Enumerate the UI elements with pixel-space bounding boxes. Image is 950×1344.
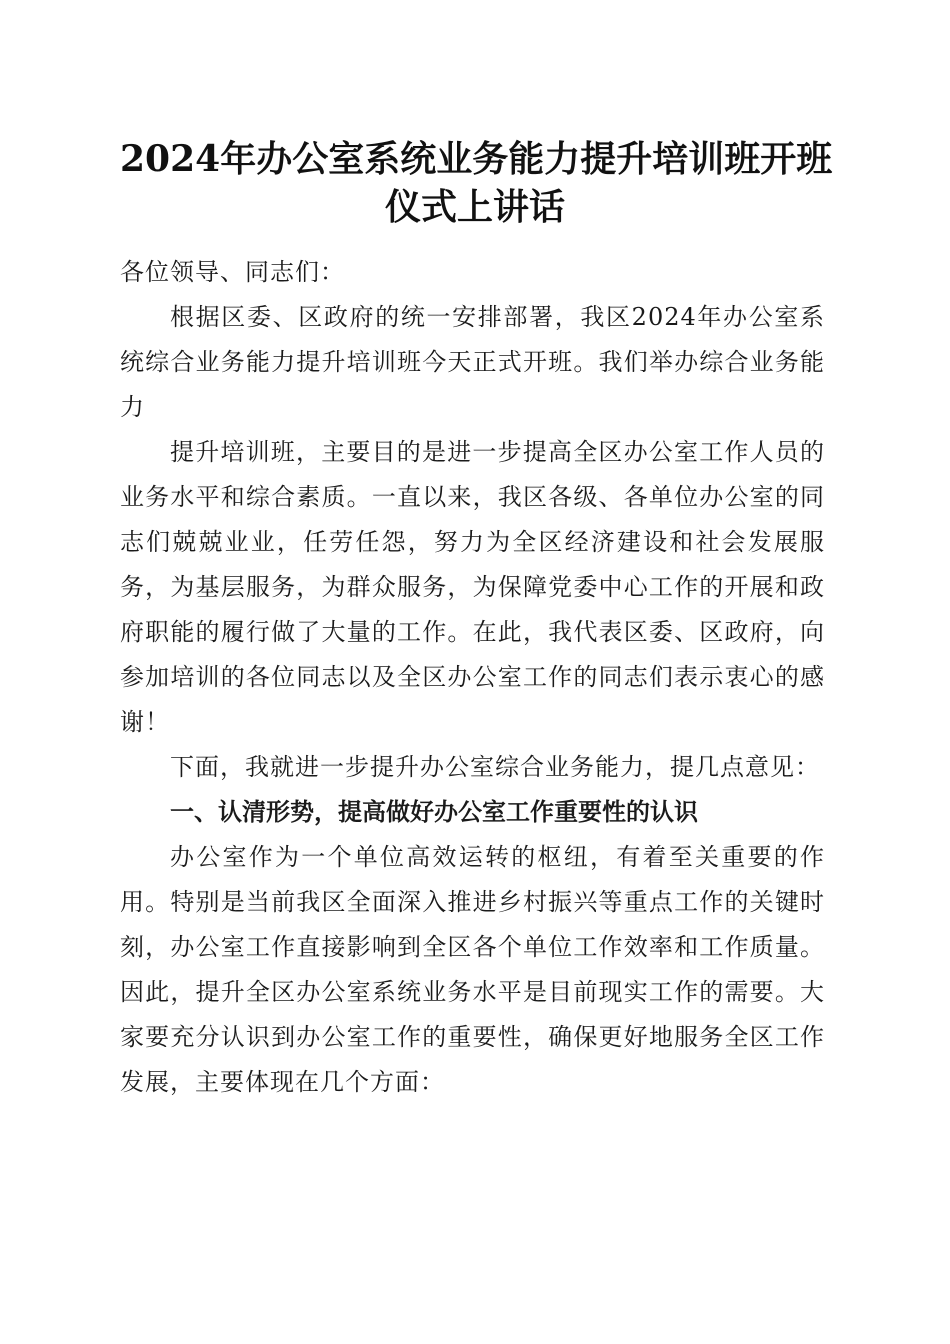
section-paragraph: 办公室作为一个单位高效运转的枢纽，有着至关重要的作用。特别是当前我区全面深入推进乡村振兴等重点工作的关键时刻，办公室工作直接影响到全区各个单位工作效率和工作质量。因此，提升全区办公室系统业务水平是目前现实工作的需要。大家要充分认识到办公室工作的重要性，确保更好地服务全区工作发展，主要体现在几个方面：	[120, 843, 825, 1096]
section-heading: 一、认清形势，提高做好办公室工作重要性的认识	[170, 798, 698, 826]
document-title-line-2: 仪式上讲话	[384, 186, 565, 228]
paragraph-1: 根据区委、区政府的统一安排部署，我区2024年办公室系统综合业务能力提升培训班今天正式开班。我们举办综合业务能力	[120, 303, 825, 421]
paragraph-2: 提升培训班，主要目的是进一步提高全区办公室工作人员的业务水平和综合素质。一直以来，我区各级、各单位办公室的同志们兢兢业业，任劳任怨，努力为全区经济建设和社会发展服务，为基层服务，为群众服务，为保障党委中心工作的开展和政府职能的履行做了大量的工作。在此，我代表区委、区政府，向参加培训的各位同志以及全区办公室工作的同志们表示衷心的感谢！	[120, 438, 825, 736]
document-title-line-1: 2024年办公室系统业务能力提升培训班开班	[120, 138, 833, 180]
document-body	[120, 250, 825, 1105]
paragraph-3: 下面，我就进一步提升办公室综合业务能力，提几点意见：	[170, 753, 820, 781]
salutation: 各位领导、同志们：	[120, 258, 345, 286]
